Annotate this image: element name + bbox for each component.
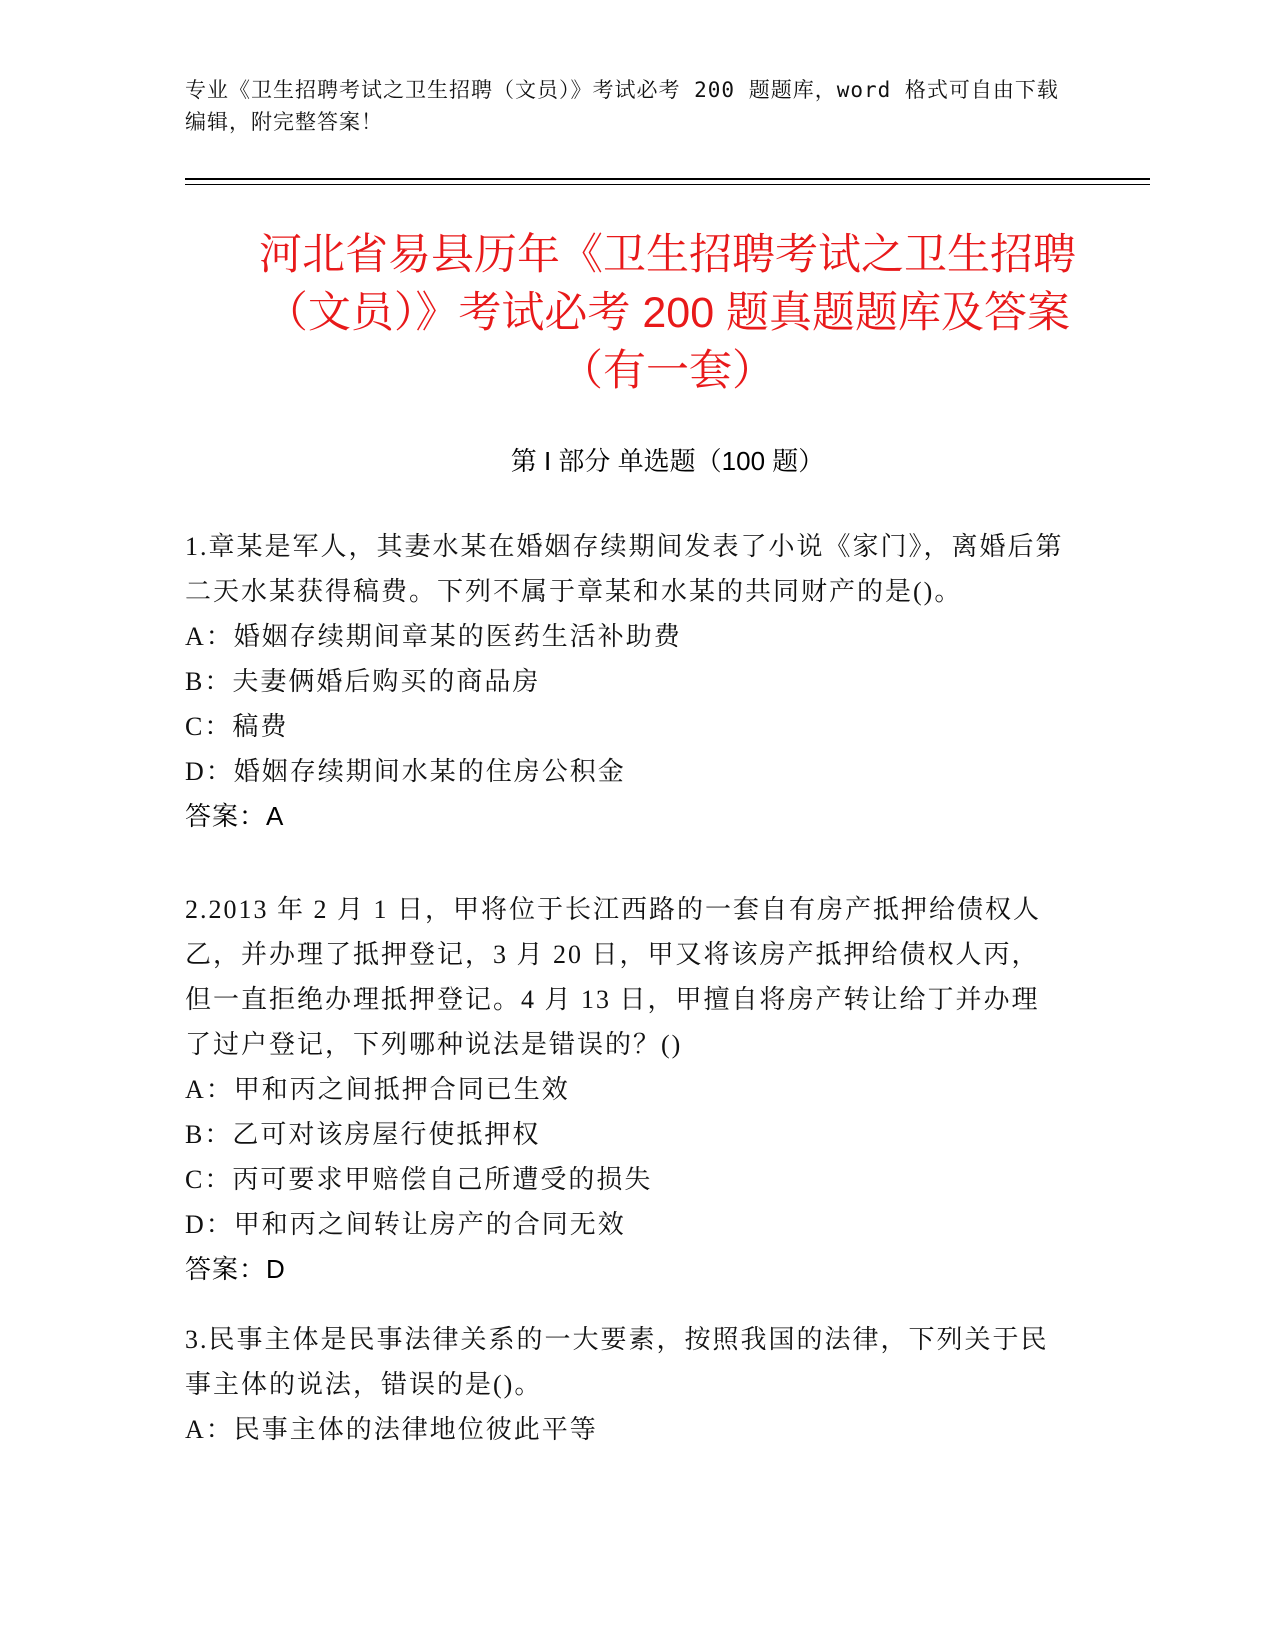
option-b: B：乙可对该房屋行使抵押权: [185, 1120, 541, 1149]
question-stem: 2.2013 年 2 月 1 日，甲将位于长江西路的一套自有房产抵押给债权人乙，并办理了抵押登记，3 月 20 日，甲又将该房产抵押给债权人丙，但一直拒绝办理抵押登记。4 月 13 日，甲擅自将房产转让给丁并办理了过户登记，下列哪种说法是错误的？(): [185, 895, 1042, 1059]
option-a: A：民事主体的法律地位彼此平等: [185, 1415, 598, 1444]
option-d: D：甲和丙之间转让房产的合同无效: [185, 1210, 626, 1239]
question-2: [185, 887, 1065, 1292]
answer-line: 答案：A: [185, 801, 285, 831]
document-title-line-2: （文员）》考试必考 200 题真题题库及答案: [264, 289, 1071, 337]
section-heading: 第 I 部分 单选题（100 题）: [510, 446, 825, 476]
header-divider-thin: [185, 184, 1150, 185]
option-c: C：稿费: [185, 712, 289, 741]
document-title-line-3: （有一套）: [560, 347, 775, 395]
header-divider-thick: [185, 178, 1150, 180]
question-3: [185, 1317, 1065, 1452]
question-1: [185, 524, 1065, 839]
option-c: C：丙可要求甲赔偿自己所遭受的损失: [185, 1165, 653, 1194]
question-stem: 1.章某是军人，其妻水某在婚姻存续期间发表了小说《家门》，离婚后第二天水某获得稿费。下列不属于章某和水某的共同财产的是()。: [185, 532, 1064, 606]
header-note: 专业《卫生招聘考试之卫生招聘（文员）》考试必考 200 题题库，word 格式可自由下载编辑，附完整答案！: [185, 78, 1059, 134]
answer-line: 答案：D: [185, 1254, 286, 1284]
option-b: B：夫妻俩婚后购买的商品房: [185, 667, 541, 696]
option-a: A：甲和丙之间抵押合同已生效: [185, 1075, 570, 1104]
option-d: D：婚姻存续期间水某的住房公积金: [185, 757, 626, 786]
document-title-line-1: 河北省易县历年《卫生招聘考试之卫生招聘: [259, 231, 1076, 279]
option-a: A：婚姻存续期间章某的医药生活补助费: [185, 622, 682, 651]
document-title: [185, 226, 1150, 400]
question-stem: 3.民事主体是民事法律关系的一大要素，按照我国的法律，下列关于民事主体的说法，错误的是()。: [185, 1325, 1049, 1399]
